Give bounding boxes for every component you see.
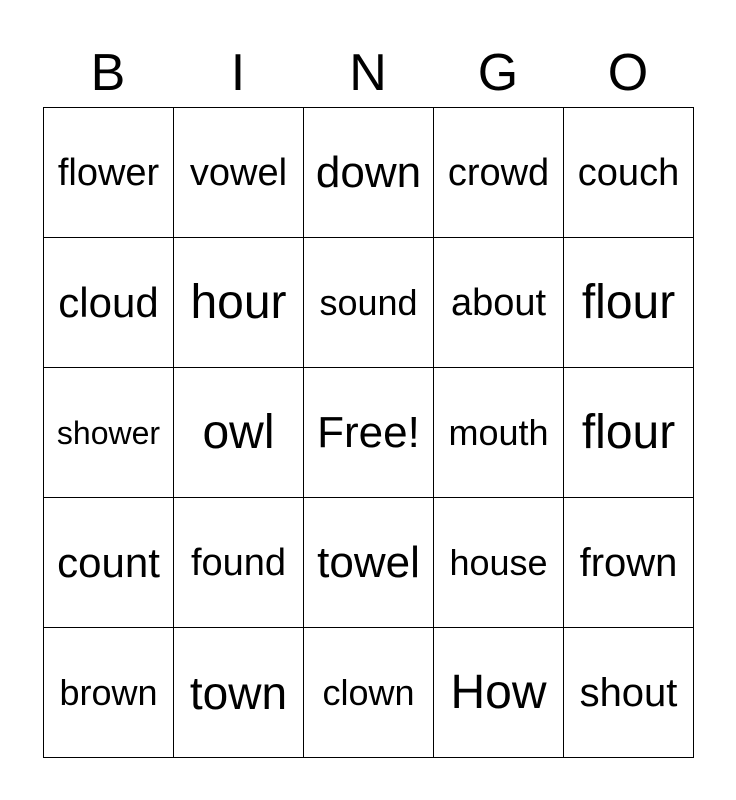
bingo-cell[interactable]: brown [44,628,174,758]
bingo-cell[interactable]: found [174,498,304,628]
bingo-cell[interactable]: flower [44,108,174,238]
bingo-cell[interactable]: shower [44,368,174,498]
bingo-board [43,107,694,758]
bingo-cell[interactable]: How [434,628,564,758]
bingo-cell[interactable]: town [174,628,304,758]
bingo-cell[interactable]: flour [564,368,694,498]
bingo-cell[interactable]: frown [564,498,694,628]
bingo-cell[interactable]: house [434,498,564,628]
bingo-cell[interactable]: count [44,498,174,628]
bingo-cell[interactable]: sound [304,238,434,368]
bingo-cell[interactable]: hour [174,238,304,368]
bingo-cell[interactable]: couch [564,108,694,238]
bingo-cell[interactable]: mouth [434,368,564,498]
free-space-cell[interactable]: Free! [304,368,434,498]
bingo-cell[interactable]: shout [564,628,694,758]
header-letter-o: O [607,44,649,102]
bingo-cell[interactable]: vowel [174,108,304,238]
header-letter-b: B [90,44,126,102]
bingo-cell[interactable]: clown [304,628,434,758]
header-letter-g: G [477,44,519,102]
bingo-cell[interactable]: crowd [434,108,564,238]
header-letter-i: I [230,44,246,102]
bingo-cell[interactable]: cloud [44,238,174,368]
header-letter-n: N [349,44,387,102]
bingo-header [43,42,693,104]
bingo-cell[interactable]: owl [174,368,304,498]
bingo-cell[interactable]: towel [304,498,434,628]
bingo-cell[interactable]: about [434,238,564,368]
bingo-cell[interactable]: down [304,108,434,238]
bingo-cell[interactable]: flour [564,238,694,368]
